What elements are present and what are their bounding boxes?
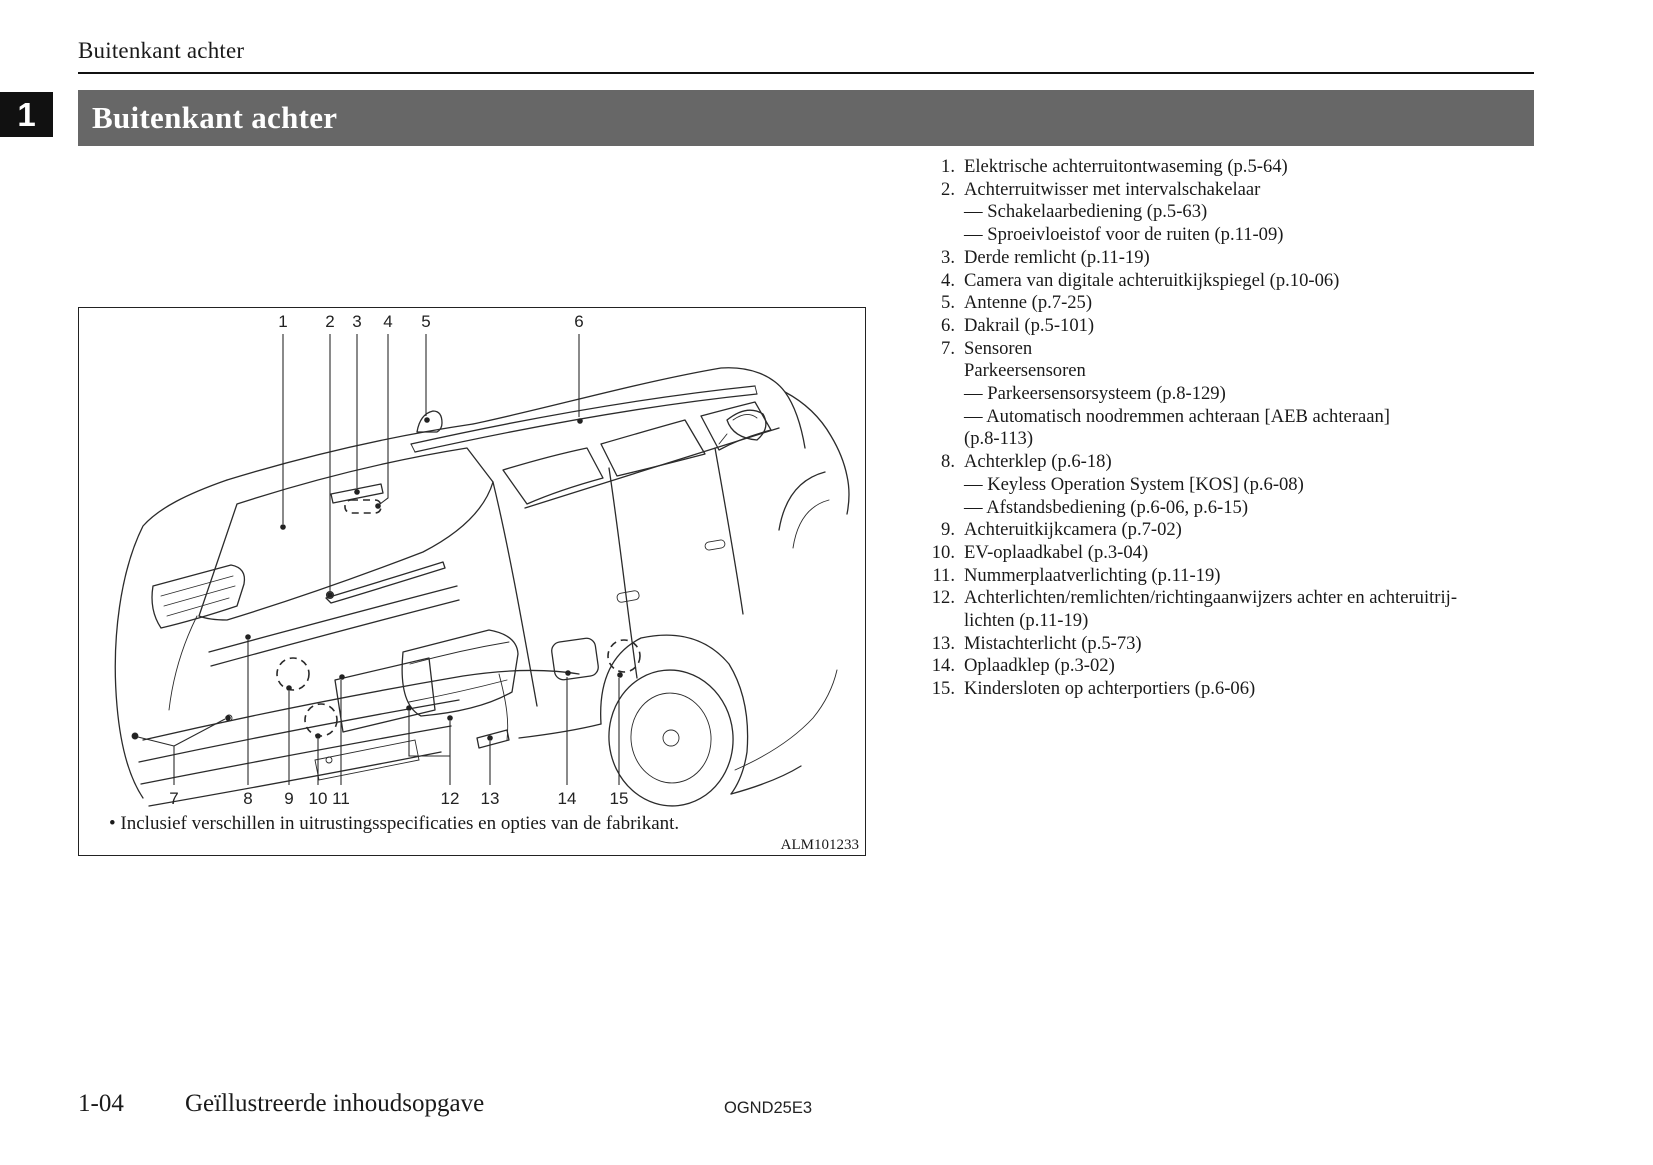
list-item-line — [880, 247, 1600, 270]
list-item-number: 10. — [931, 541, 955, 563]
callout-number: 7 — [169, 789, 179, 808]
list-item-text: Achterlichten/remlichten/richtingaanwijzers achter en achteruitrij- — [964, 587, 1458, 609]
list-item-line — [880, 497, 1600, 520]
list-item-text: — Parkeersensorsysteem (p.8-129) — [964, 383, 1226, 405]
list-item-line — [880, 406, 1600, 429]
car-line-art — [115, 368, 849, 812]
list-item-text: Mistachterlicht (p.5-73) — [964, 632, 1142, 654]
callout-number: 13 — [480, 789, 500, 808]
list-item-line — [880, 565, 1600, 588]
leader-dot — [225, 715, 231, 721]
leader-dot — [424, 417, 430, 423]
list-item-number — [880, 360, 964, 383]
list-item-line — [880, 156, 1600, 179]
running-header: Buitenkant achter — [78, 38, 245, 63]
list-item-number — [880, 474, 964, 497]
list-item-text: Achteruitkijkcamera (p.7-02) — [964, 519, 1182, 541]
list-item-number — [880, 497, 964, 520]
list-item-line — [880, 292, 1600, 315]
note-bullet: • — [109, 813, 116, 834]
list-item-text: (p.8-113) — [964, 428, 1034, 450]
list-item-text: Parkeersensoren — [964, 360, 1086, 382]
list-item-line — [880, 474, 1600, 497]
list-item-line — [880, 519, 1600, 542]
list-item-text: — Automatisch noodremmen achteraan [AEB achteraan] — [964, 405, 1390, 427]
callout-number: 12 — [440, 789, 460, 808]
list-item-number: 12. — [931, 587, 955, 609]
callout-number: 6 — [574, 312, 584, 331]
leader-dot — [617, 672, 623, 678]
list-item-number: 7. — [941, 337, 955, 359]
leader-dot — [132, 733, 138, 739]
list-item-number: 1. — [941, 156, 955, 177]
callout-number: 9 — [284, 789, 294, 808]
section-title: Buitenkant achter — [92, 100, 338, 135]
callout-number: 1 — [278, 312, 288, 331]
callout-number: 15 — [609, 789, 629, 808]
list-item-line — [880, 542, 1600, 565]
leader-dot — [565, 670, 571, 676]
list-item-text: Elektrische achterruitontwaseming (p.5-64) — [964, 156, 1288, 177]
list-item-text: Derde remlicht (p.11-19) — [964, 246, 1150, 268]
list-item-text: Kindersloten op achterportiers (p.6-06) — [964, 678, 1256, 700]
leader-dot — [406, 705, 412, 711]
callout-number: 11 — [332, 789, 350, 808]
list-item-number: 6. — [941, 314, 955, 336]
list-item-line — [880, 315, 1600, 338]
list-item-number: 9. — [941, 519, 955, 541]
list-item-text: — Sproeivloeistof voor de ruiten (p.11-09) — [964, 224, 1284, 246]
list-item-number: 5. — [941, 292, 955, 314]
list-item-text: Sensoren — [964, 337, 1033, 359]
leader-dot — [375, 503, 381, 509]
list-item-text: Oplaadklep (p.3-02) — [964, 655, 1115, 677]
list-item-number: 15. — [931, 678, 955, 700]
list-item-line — [880, 179, 1600, 202]
section-title-bar — [78, 90, 1534, 146]
leader-line — [138, 719, 225, 785]
leader-dot — [315, 733, 321, 739]
footer-doc-code: OGND25E3 — [724, 1099, 813, 1117]
list-item-number: 11. — [932, 564, 955, 586]
list-item-line — [880, 270, 1600, 293]
leader-dot — [339, 674, 345, 680]
list-item-text: Antenne (p.7-25) — [964, 292, 1093, 314]
callout-number: 4 — [383, 312, 393, 331]
list-item-text: — Keyless Operation System [KOS] (p.6-08) — [964, 473, 1304, 495]
leader-dot — [447, 715, 453, 721]
callout-number: 8 — [243, 789, 253, 808]
leader-dot — [487, 735, 493, 741]
list-item-line — [880, 383, 1600, 406]
list-item-line — [880, 451, 1600, 474]
list-item-number: 14. — [931, 655, 955, 677]
callout-number: 3 — [352, 312, 362, 331]
list-item-text: Nummerplaatverlichting (p.11-19) — [964, 564, 1221, 586]
list-item-text: Achterruitwisser met intervalschakelaar — [964, 178, 1261, 200]
leader-line — [380, 334, 388, 504]
list-item-number — [880, 201, 964, 224]
figure-note — [109, 813, 679, 835]
callout-number: 10 — [308, 789, 328, 808]
list-item-line — [880, 360, 1600, 383]
list-item-number — [880, 224, 964, 247]
list-item-number — [880, 610, 964, 633]
callout-number: 2 — [325, 312, 335, 331]
leader-dot — [577, 418, 583, 424]
list-item-line — [880, 655, 1600, 678]
list-item-text: EV-oplaadkabel (p.3-04) — [964, 541, 1149, 563]
list-item-text: Dakrail (p.5-101) — [964, 314, 1095, 336]
list-item-line — [880, 610, 1600, 633]
list-item-text: — Afstandsbediening (p.6-06, p.6-15) — [964, 496, 1249, 518]
list-item-line — [880, 338, 1600, 361]
leader-dot — [286, 685, 292, 691]
list-item-text: Camera van digitale achteruitkijkspiegel (p.10-06) — [964, 269, 1340, 291]
list-item-line — [880, 224, 1600, 247]
header-rule — [78, 72, 1534, 74]
callout-number: 14 — [557, 789, 577, 808]
parts-list — [880, 156, 1600, 701]
list-item-line — [880, 633, 1600, 656]
footer-page-number: 1-04 — [78, 1090, 124, 1117]
list-item-text: — Schakelaarbediening (p.5-63) — [964, 201, 1208, 223]
list-item-line — [880, 201, 1600, 224]
note-text: Inclusief verschillen in uitrustingsspecificaties en opties van de fabrikant. — [120, 813, 680, 834]
list-item-number: 13. — [931, 632, 955, 654]
leader-dot — [280, 524, 286, 530]
leader-dot — [354, 489, 360, 495]
callout-number: 5 — [421, 312, 431, 331]
chapter-number-tab: 1 — [0, 92, 53, 137]
list-item-number — [880, 383, 964, 406]
list-item-number: 8. — [941, 451, 955, 473]
vehicle-rear-diagram — [79, 308, 864, 854]
list-item-number — [880, 406, 964, 429]
leader-line — [409, 711, 450, 785]
list-item-line — [880, 428, 1600, 451]
figure-box — [78, 307, 866, 856]
list-item-line — [880, 587, 1600, 610]
list-item-text: Achterklep (p.6-18) — [964, 451, 1112, 473]
list-item-number: 2. — [941, 178, 955, 200]
list-item-line — [880, 678, 1600, 701]
list-item-number: 3. — [941, 246, 955, 268]
list-item-number: 4. — [941, 269, 955, 291]
footer-section-title: Geïllustreerde inhoudsopgave — [185, 1090, 485, 1117]
figure-code: ALM101233 — [780, 837, 859, 853]
leader-dot — [327, 592, 333, 598]
list-item-text: lichten (p.11-19) — [964, 610, 1089, 632]
list-item-number — [880, 428, 964, 451]
leader-dot — [245, 634, 251, 640]
